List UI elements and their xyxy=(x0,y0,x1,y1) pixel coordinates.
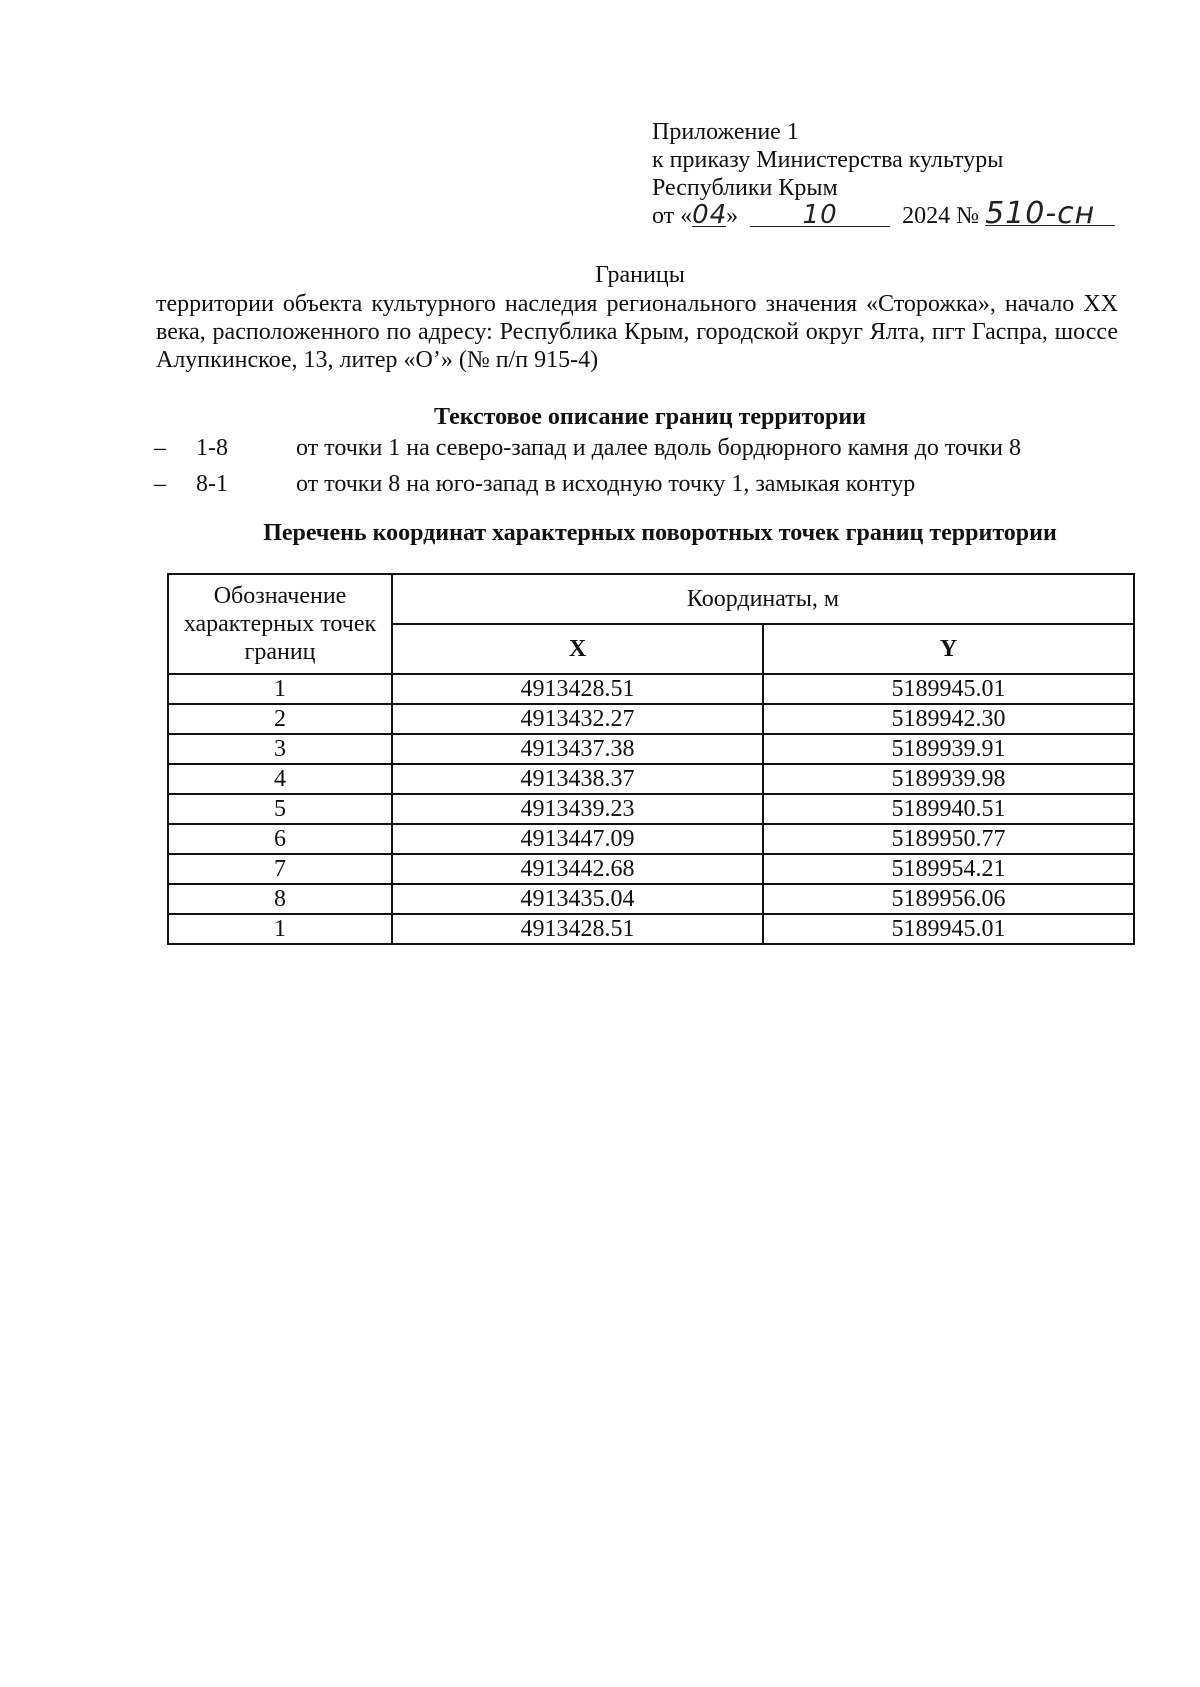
table-row xyxy=(168,794,1134,824)
y-cell: 5189942.30 xyxy=(763,704,1134,734)
table-row xyxy=(168,734,1134,764)
point-cell: 5 xyxy=(168,794,392,824)
point-cell: 1 xyxy=(168,674,392,704)
y-cell: 5189939.98 xyxy=(763,764,1134,794)
table-row xyxy=(168,854,1134,884)
y-cell: 5189945.01 xyxy=(763,674,1134,704)
x-cell: 4913437.38 xyxy=(392,734,763,764)
segment-dash: – xyxy=(154,471,166,497)
table-row xyxy=(168,704,1134,734)
table-row xyxy=(168,674,1134,704)
point-cell: 6 xyxy=(168,824,392,854)
order-day-handwritten: 04 xyxy=(692,200,728,230)
y-cell: 5189939.91 xyxy=(763,734,1134,764)
date-prefix: от « xyxy=(652,203,693,229)
y-cell: 5189956.06 xyxy=(763,884,1134,914)
x-cell: 4913447.09 xyxy=(392,824,763,854)
table-row xyxy=(168,764,1134,794)
column-header-y: Y xyxy=(763,624,1134,674)
order-number-handwritten: 510-сн xyxy=(985,203,1115,226)
segment-text: от точки 8 на юго-запад в исходную точку 1, замыкая контур xyxy=(296,471,916,497)
date-mid: » xyxy=(726,203,739,229)
y-cell: 5189940.51 xyxy=(763,794,1134,824)
column-header-x: X xyxy=(392,624,763,674)
description-text: территории объекта культурного наследия регионального значения «Сторожка», начало XX века, расположенного по адресу: Республика Крым, городской округ Ялта, пгт Гаспра, шоссе Алупкинское, 13, литер «О’» (№ п/п 915-4) xyxy=(156,291,1118,373)
point-cell: 3 xyxy=(168,734,392,764)
document-title: Границы xyxy=(595,262,685,288)
x-cell: 4913435.04 xyxy=(392,884,763,914)
coordinates-title: Перечень координат характерных поворотных точек границ территории xyxy=(263,520,1057,546)
appendix-line-1: Приложение 1 xyxy=(652,119,799,145)
x-cell: 4913438.37 xyxy=(392,764,763,794)
document-description xyxy=(156,290,1118,374)
column-header-coordinates: Координаты, м xyxy=(392,574,1134,624)
y-cell: 5189950.77 xyxy=(763,824,1134,854)
x-cell: 4913432.27 xyxy=(392,704,763,734)
point-cell: 4 xyxy=(168,764,392,794)
coordinates-table-body xyxy=(168,674,1134,944)
x-cell: 4913442.68 xyxy=(392,854,763,884)
text-description-title: Текстовое описание границ территории xyxy=(433,404,867,430)
coordinates-table xyxy=(167,573,1135,945)
point-cell: 7 xyxy=(168,854,392,884)
appendix-line-3: Республики Крым xyxy=(652,175,838,201)
table-row xyxy=(168,914,1134,944)
y-cell: 5189954.21 xyxy=(763,854,1134,884)
appendix-header xyxy=(652,118,1152,230)
segment-text: от точки 1 на северо-запад и далее вдоль бордюрного камня до точки 8 xyxy=(296,435,1021,461)
order-month-handwritten: 10 xyxy=(750,204,890,227)
point-cell: 8 xyxy=(168,884,392,914)
x-cell: 4913428.51 xyxy=(392,914,763,944)
y-cell: 5189945.01 xyxy=(763,914,1134,944)
x-cell: 4913428.51 xyxy=(392,674,763,704)
table-row xyxy=(168,884,1134,914)
segment-code: 8-1 xyxy=(196,471,228,497)
segment-dash: – xyxy=(154,435,166,461)
x-cell: 4913439.23 xyxy=(392,794,763,824)
point-cell: 2 xyxy=(168,704,392,734)
order-year: 2024 № xyxy=(902,203,980,229)
appendix-line-2: к приказу Министерства культуры xyxy=(652,147,1004,173)
order-date-line xyxy=(652,196,1152,231)
table-row xyxy=(168,824,1134,854)
segment-code: 1-8 xyxy=(196,435,228,461)
point-cell: 1 xyxy=(168,914,392,944)
column-header-point: Обозначение характерных точек границ xyxy=(168,574,392,674)
